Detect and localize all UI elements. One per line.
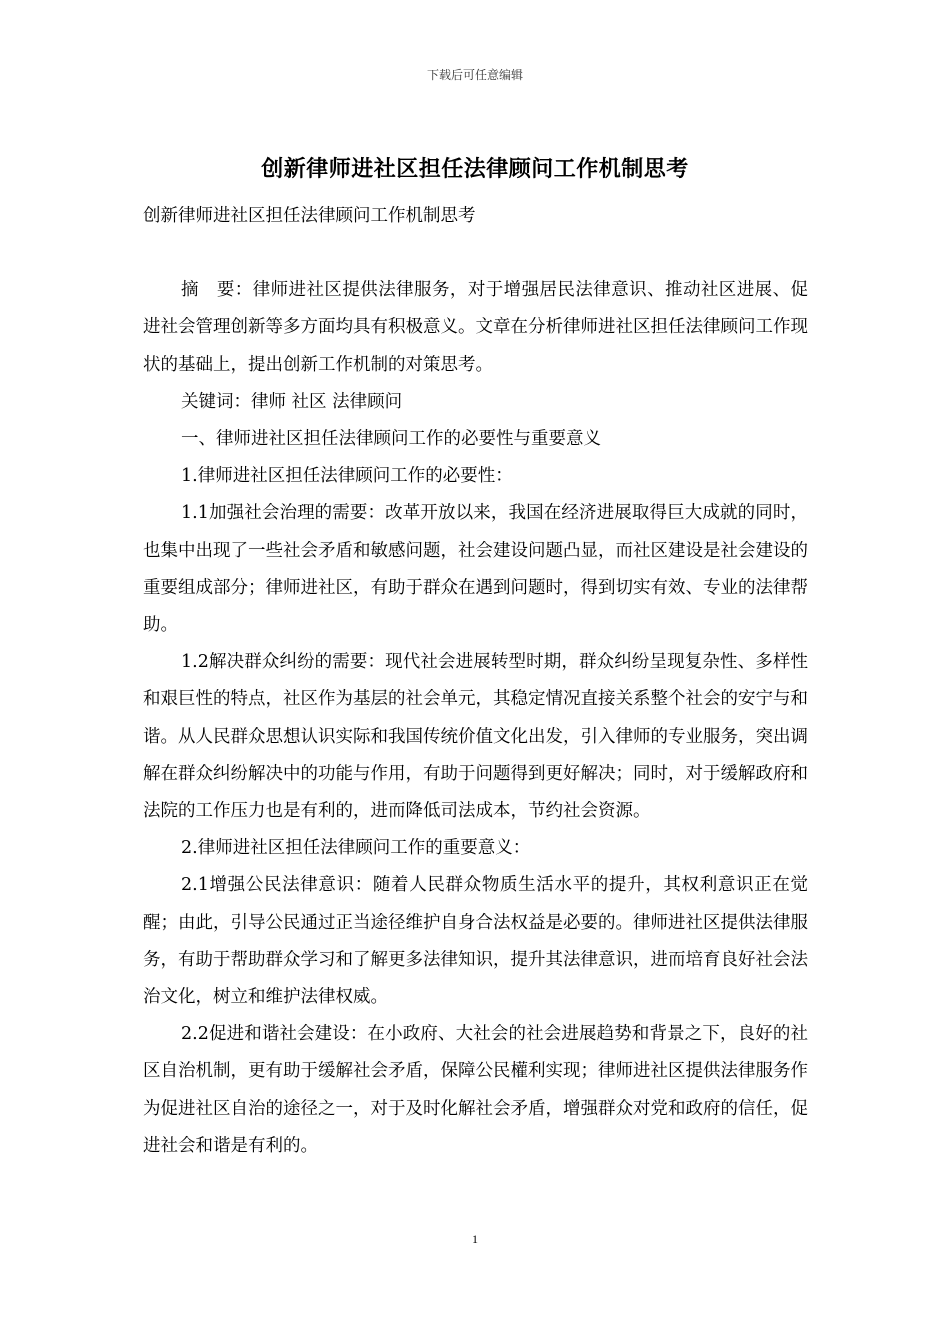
document-subtitle: 创新律师进社区担任法律顾问工作机制思考 [143,206,476,226]
blank-line [143,235,808,272]
body-paragraph: 1.1加强社会治理的需要：改革开放以来，我国在经济进展取得巨大成就的同时，也集中出现了一些社会矛盾和敏感问题，社会建设问题凸显，而社区建设是社会建设的重要组成部分；律师进社区，有助于群众在遇到问题时，得到切实有效、专业的法律帮助。 [143,503,808,636]
subsection-heading-1: 1.律师进社区担任法律顾问工作的必要性： [181,466,513,487]
keywords-line: 关键词：律师 社区 法律顾问 [181,391,403,412]
document-body [143,198,808,1165]
body-paragraph: 2.1增强公民法律意识：随着人民群众物质生活水平的提升，其权利意识正在觉醒；由此，引导公民通过正当途径维护自身合法权益是必要的。律师进社区提供法律服务，有助于帮助群众学习和了解更多法律知识，提升其法律意识，进而培育良好社会法治文化，树立和维护法律权威。 [143,875,808,1008]
subsection-heading-2: 2.律师进社区担任法律顾问工作的重要意义： [181,838,531,859]
body-paragraph: 2.2促进和谐社会建设：在小政府、大社会的社会进展趋势和背景之下，良好的社区自治机制，更有助于缓解社会矛盾，保障公民權利实现；律师进社区提供法律服务作为促进社区自治的途径之一，对于及时化解社会矛盾，增强群众对党和政府的信任，促进社会和谐是有利的。 [143,1024,808,1156]
page-number: 1 [472,1232,478,1246]
page-header: 下载后可任意编辑 [426,68,523,82]
document-title: 创新律师进社区担任法律顾问工作机制思考 [261,157,689,182]
section-heading-1: 一、律师进社区担任法律顾问工作的必要性与重要意义 [181,429,601,450]
abstract-paragraph: 摘 要：律师进社区提供法律服务，对于增强居民法律意识、推动社区进展、促进社会管理创新等多方面均具有积极意义。文章在分析律师进社区担任法律顾问工作现状的基础上，提出创新工作机制的对策思考。 [143,280,808,375]
body-paragraph: 1.2解决群众纠纷的需要：现代社会进展转型时期，群众纠纷呈现复杂性、多样性和艰巨性的特点，社区作为基层的社会单元，其稳定情况直接关系整个社会的安宁与和谐。从人民群众思想认识实际和我国传统价值文化出发，引入律师的专业服务，突出调解在群众纠纷解决中的功能与作用，有助于问题得到更好解决；同时，对于缓解政府和法院的工作压力也是有利的，进而降低司法成本，节约社会资源。 [143,652,808,822]
